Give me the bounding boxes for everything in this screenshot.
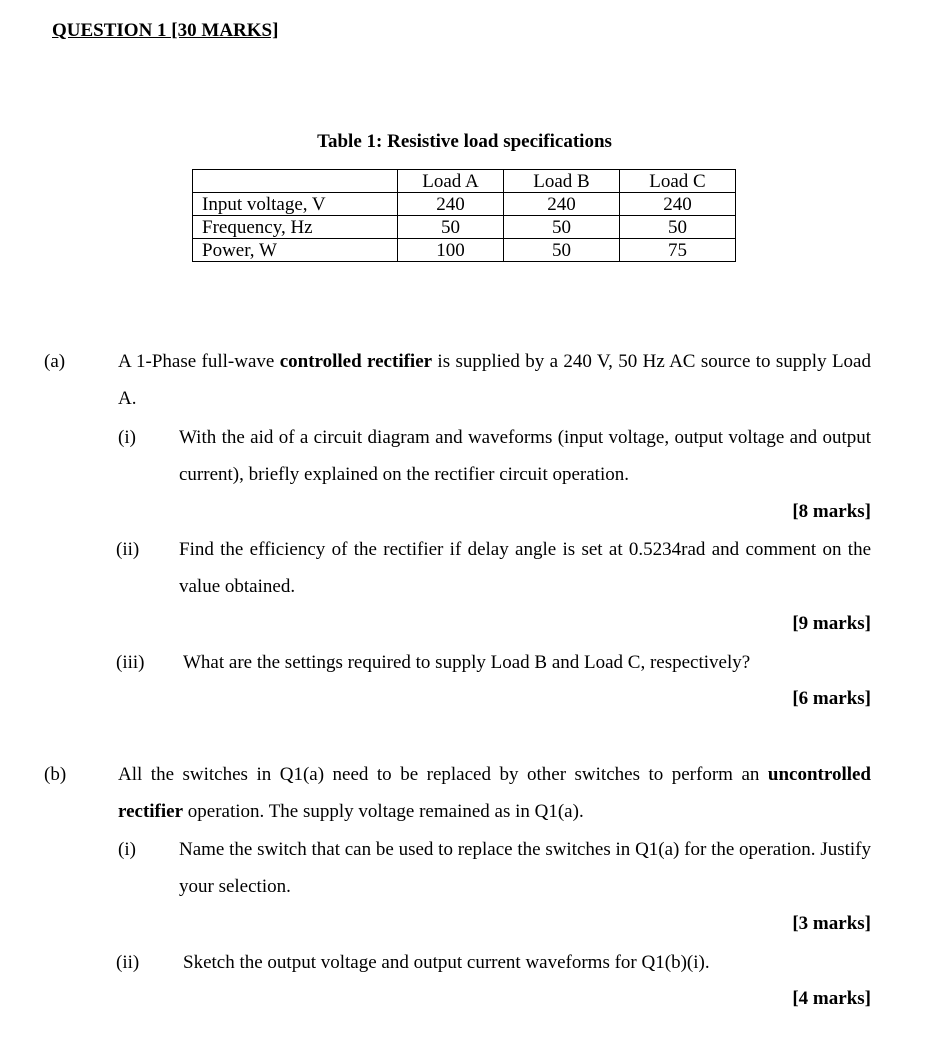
table-row [193, 239, 736, 262]
part-a-iii-marks: [6 marks] [792, 688, 871, 709]
part-a-ii-label: (ii) [116, 539, 140, 560]
part-a-i-text: With the aid of a circuit diagram and waveforms (input voltage, output voltage and output current), briefly explained on the rectifier circuit operation. [179, 427, 871, 485]
table-cell: 100 [398, 239, 504, 262]
table-cell: 240 [504, 193, 620, 216]
table-header-cell: Load C [620, 170, 736, 193]
table-cell: Input voltage, V [193, 193, 398, 216]
table-cell: 50 [504, 239, 620, 262]
part-b-label: (b) [44, 764, 67, 785]
part-a-ii-text: Find the efficiency of the rectifier if delay angle is set at 0.5234rad and comment on the value obtained. [179, 539, 871, 597]
table-row [193, 216, 736, 239]
table-header-row [193, 170, 736, 193]
part-a-i-label: (i) [118, 427, 136, 448]
part-a-text: A 1-Phase full-wave controlled rectifier is supplied by a 240 V, 50 Hz AC source to supply Load A. [118, 351, 871, 409]
table-cell: 50 [620, 216, 736, 239]
part-b-ii-text: Sketch the output voltage and output current waveforms for Q1(b)(i). [183, 952, 710, 973]
table-cell: Frequency, Hz [193, 216, 398, 239]
table-cell: Power, W [193, 239, 398, 262]
part-a-label: (a) [44, 351, 66, 372]
resistive-load-table [192, 169, 736, 262]
part-b-i-label: (i) [118, 839, 136, 860]
part-a-iii-label: (iii) [116, 652, 145, 673]
part-b-i-text: Name the switch that can be used to replace the switches in Q1(a) for the operation. Justify your selection. [179, 839, 871, 897]
table-header-cell: Load B [504, 170, 620, 193]
table-header-cell [193, 170, 398, 193]
part-b-ii-label: (ii) [116, 952, 140, 973]
part-b-ii-marks: [4 marks] [792, 988, 871, 1009]
part-b-i-marks: [3 marks] [792, 913, 871, 934]
part-a-i-marks: [8 marks] [792, 501, 871, 522]
table-title: Table 1: Resistive load specifications [317, 131, 612, 152]
part-a-ii-marks: [9 marks] [792, 613, 871, 634]
table-header-cell: Load A [398, 170, 504, 193]
table-cell: 50 [398, 216, 504, 239]
table-cell: 75 [620, 239, 736, 262]
question-heading: QUESTION 1 [30 MARKS] [52, 20, 279, 41]
table-cell: 240 [398, 193, 504, 216]
table-cell: 240 [620, 193, 736, 216]
table-row [193, 193, 736, 216]
part-b-text: All the switches in Q1(a) need to be replaced by other switches to perform an uncontrolled rectifier operation. The supply voltage remained as in Q1(a). [118, 764, 871, 822]
part-a-iii-text: What are the settings required to supply Load B and Load C, respectively? [183, 652, 751, 673]
table-cell: 50 [504, 216, 620, 239]
